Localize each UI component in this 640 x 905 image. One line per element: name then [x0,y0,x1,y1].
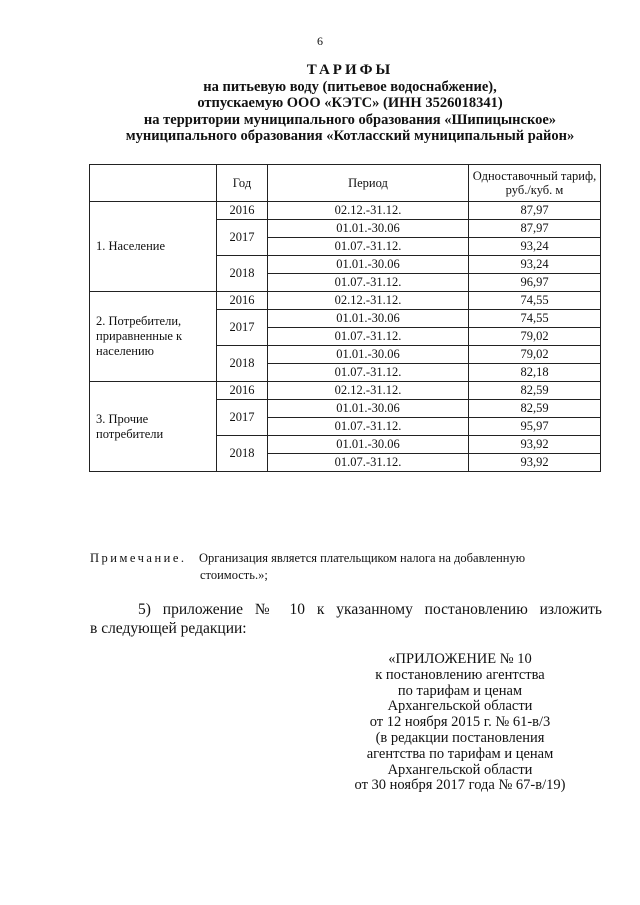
category-label-line: потребители [96,426,164,441]
appendix-line: от 12 ноября 2015 г. № 61-в/3 [369,714,551,731]
category-label-line: 1. Население [96,239,166,253]
category-cell-other [90,382,217,472]
year-cell: 2018 [217,346,268,382]
header-year: Год [217,165,268,202]
period-cell: 01.07.-31.12. [268,238,469,256]
period-cell: 01.07.-31.12. [268,418,469,436]
tariff-value: 82,59 [469,400,601,418]
tariff-value: 79,02 [469,346,601,364]
category-cell-equivalent [90,292,217,382]
appendix-line: агентства по тарифам и ценам [366,745,554,762]
page-number: 6 [317,34,323,48]
period-cell: 01.01.-30.06 [268,220,469,238]
tariff-value: 82,18 [469,364,601,382]
year-cell: 2016 [217,292,268,310]
tariffs-table [89,164,601,472]
tariff-value: 82,59 [469,382,601,400]
table-row [90,292,601,310]
tariff-value: 95,97 [469,418,601,436]
appendix-line: Архангельской области [387,698,533,715]
tariff-value: 79,02 [469,328,601,346]
year-cell: 2016 [217,382,268,400]
paragraph-line: 5) приложение № 10 к указанному постановлению изложить [138,601,602,618]
document-heading [90,62,610,145]
table-row [90,382,601,400]
category-label-line: 3. Прочие [96,411,149,426]
period-cell: 02.12.-31.12. [268,292,469,310]
tariff-value: 93,24 [469,256,601,274]
appendix-line: от 30 ноября 2017 года № 67-в/19) [354,777,566,794]
heading-title: ТАРИФЫ [306,62,394,78]
heading-line: на питьевую воду (питьевое водоснабжение), [203,78,497,95]
period-cell: 02.12.-31.12. [268,202,469,220]
category-label-line: 2. Потребители, [96,314,182,328]
tariff-value: 93,92 [469,454,601,472]
appendix-line: к постановлению агентства [375,666,545,683]
table-row [90,202,601,220]
period-cell: 01.01.-30.06 [268,400,469,418]
period-cell: 01.07.-31.12. [268,364,469,382]
header-tariff [469,165,601,202]
period-cell: 01.01.-30.06 [268,310,469,328]
tariff-value: 93,92 [469,436,601,454]
amendment-paragraph [90,600,602,638]
tariff-value: 74,55 [469,292,601,310]
category-label-line: населению [96,344,154,358]
period-cell: 02.12.-31.12. [268,382,469,400]
period-cell: 01.01.-30.06 [268,256,469,274]
table-note [90,550,602,584]
tariff-value: 93,24 [469,238,601,256]
tariff-value: 96,97 [469,274,601,292]
tariff-value: 87,97 [469,202,601,220]
appendix-line: Архангельской области [387,761,533,778]
heading-line: муниципального образования «Котласский муниципальный район» [125,128,575,144]
appendix-block [330,652,590,794]
note-text-continuation: стоимость.»; [200,568,268,582]
year-cell: 2017 [217,220,268,256]
note-text: Организация является плательщиком налога на добавленную [199,551,526,565]
note-line [90,550,602,567]
header-period: Период [268,165,469,202]
header-tariff-line: руб./куб. м [505,183,564,197]
category-cell-population [90,202,217,292]
year-cell: 2016 [217,202,268,220]
period-cell: 01.01.-30.06 [268,436,469,454]
table-header-row [90,165,601,202]
period-cell: 01.07.-31.12. [268,328,469,346]
tariff-value: 87,97 [469,220,601,238]
category-label-line: приравненные к [96,329,183,343]
period-cell: 01.07.-31.12. [268,454,469,472]
year-cell: 2018 [217,256,268,292]
heading-line: на территории муниципального образования «Шипицынское» [143,111,557,128]
heading-line: отпускаемую ООО «КЭТС» (ИНН 3526018341) [197,95,503,111]
header-tariff-line: Одноставочный тариф, [472,169,597,183]
year-cell: 2017 [217,310,268,346]
note-label: Примечание. [90,551,187,565]
period-cell: 01.07.-31.12. [268,274,469,292]
paragraph-line: в следующей редакции: [90,620,247,637]
year-cell: 2017 [217,400,268,436]
appendix-line: «ПРИЛОЖЕНИЕ № 10 [388,651,532,667]
tariff-value: 74,55 [469,310,601,328]
appendix-line: (в редакции постановления [375,729,545,746]
appendix-line: по тарифам и ценам [397,682,523,699]
header-category [90,165,217,202]
year-cell: 2018 [217,436,268,472]
period-cell: 01.01.-30.06 [268,346,469,364]
